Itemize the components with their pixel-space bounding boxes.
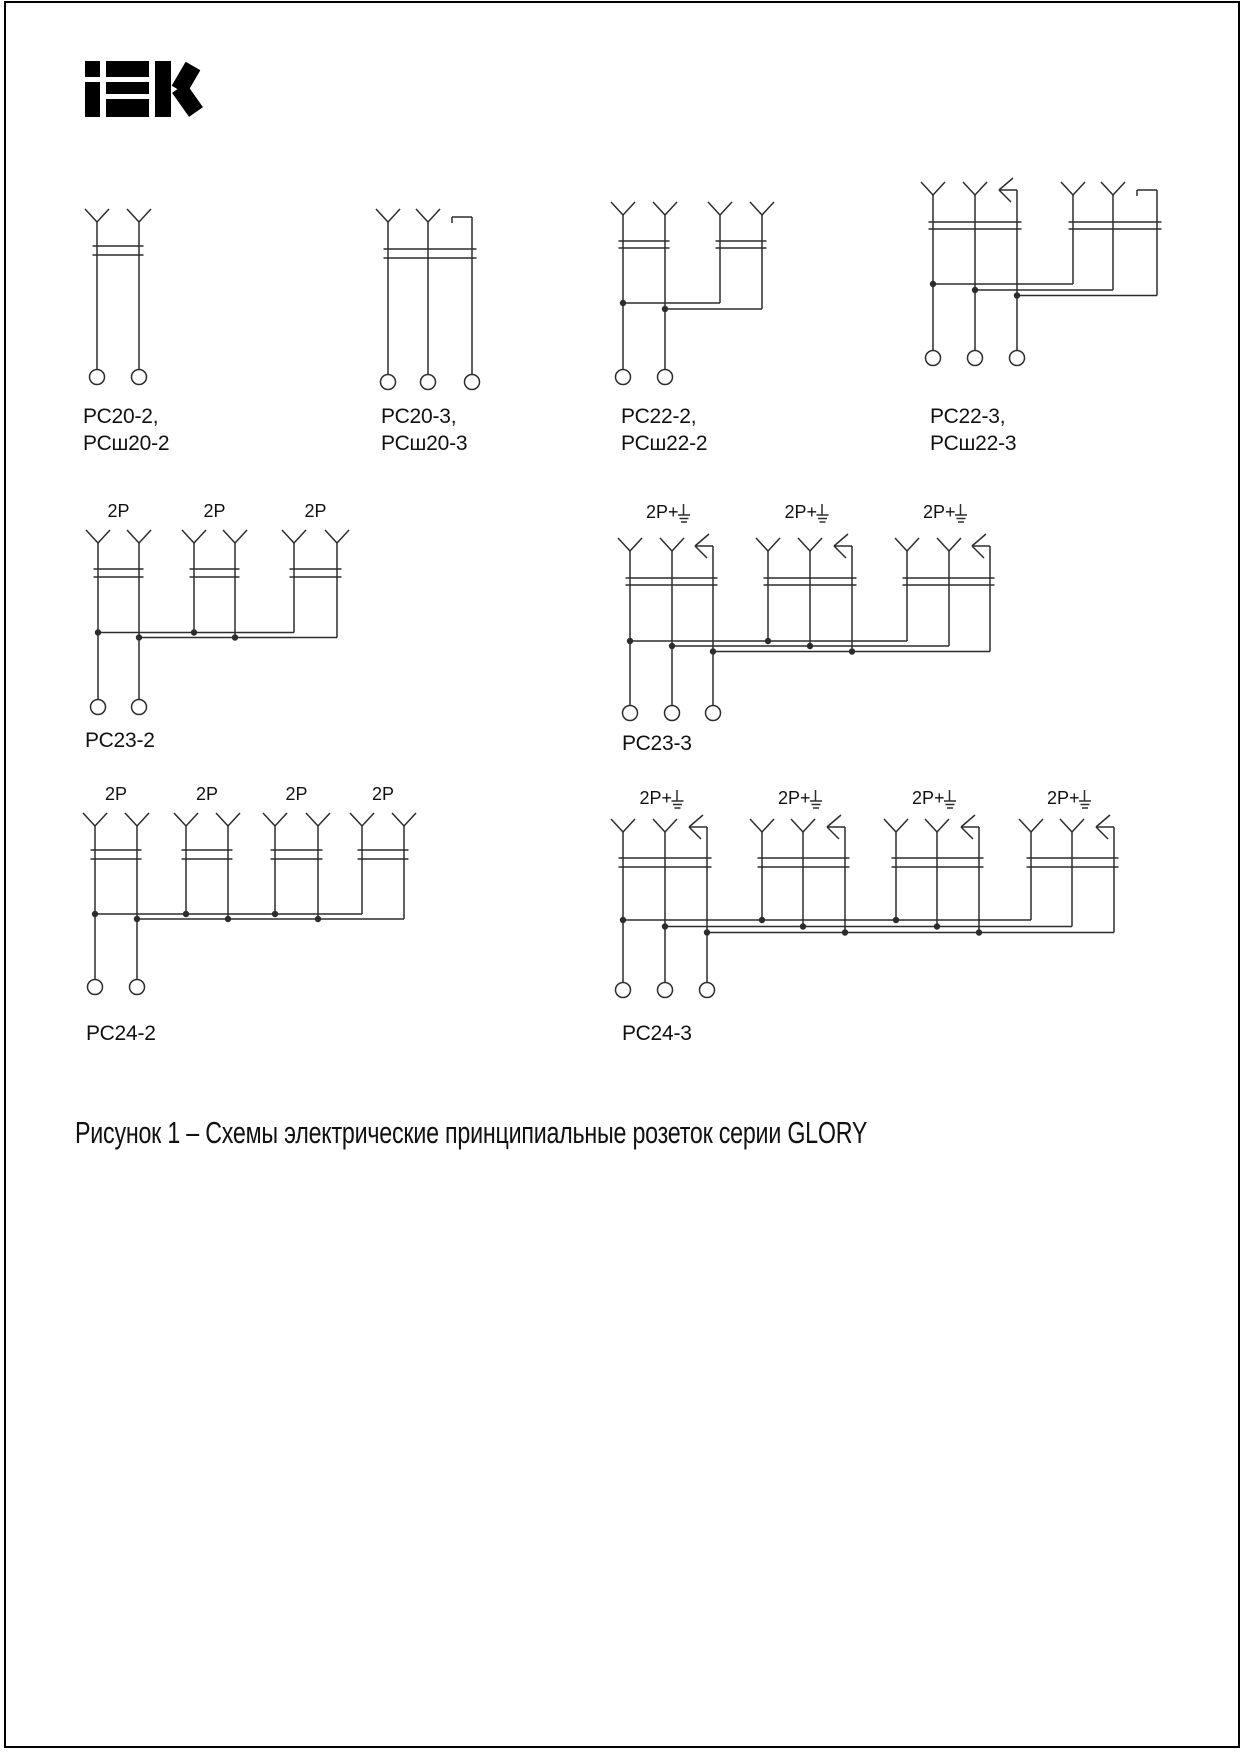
fork-contact-icon xyxy=(376,209,388,222)
fork-contact-icon xyxy=(127,209,139,222)
pe-arrow-icon xyxy=(834,534,848,546)
fork-contact-icon xyxy=(623,819,635,832)
terminal-circle xyxy=(700,983,715,998)
fork-contact-icon xyxy=(404,813,416,826)
terminal-circle xyxy=(616,370,631,385)
group-label-2p: 2Р xyxy=(104,784,128,804)
fork-contact-icon xyxy=(750,202,762,215)
diagram-ps24-3 xyxy=(611,788,1119,998)
pe-arrow-icon xyxy=(1096,815,1110,827)
terminal-circle xyxy=(132,700,147,715)
pe-arrow-icon xyxy=(689,815,703,827)
fork-contact-icon xyxy=(194,530,206,543)
fork-contact-icon xyxy=(1031,819,1043,832)
diagram-label-line: РСш22-2 xyxy=(621,432,708,455)
fork-contact-icon xyxy=(86,530,98,543)
diagram-label-ps23-3 xyxy=(622,730,692,757)
diagram-label-line: РС20-2, xyxy=(83,405,159,428)
fork-contact-icon xyxy=(937,538,949,551)
pe-arrow-icon xyxy=(961,815,975,827)
fork-contact-icon xyxy=(762,819,774,832)
fork-contact-icon xyxy=(907,538,919,551)
diagram-label-ps24-3 xyxy=(622,1020,692,1047)
fork-contact-icon xyxy=(235,530,247,543)
pe-arrow-icon xyxy=(695,534,709,546)
fork-contact-icon xyxy=(325,530,337,543)
fork-contact-icon xyxy=(1061,182,1073,195)
group-label-2pe: 2Р+ xyxy=(922,502,956,522)
pe-arrow-icon xyxy=(961,827,973,839)
pe-arrow-icon xyxy=(999,178,1013,190)
fork-contact-icon xyxy=(139,530,151,543)
diagram-ps23-2 xyxy=(86,501,349,715)
fork-contact-icon xyxy=(1113,182,1125,195)
fork-contact-icon xyxy=(318,813,330,826)
group-label-2p: 2Р xyxy=(107,501,130,521)
fork-contact-icon xyxy=(263,813,275,826)
fork-contact-icon xyxy=(803,819,815,832)
terminal-circle xyxy=(91,700,106,715)
terminal-circle xyxy=(421,375,436,390)
fork-contact-icon xyxy=(750,819,762,832)
fork-contact-icon xyxy=(362,813,374,826)
group-label-2p: 2Р xyxy=(304,501,327,521)
fork-contact-icon xyxy=(139,209,151,222)
terminal-circle xyxy=(1010,351,1025,366)
diagram-label-line: РСш20-3 xyxy=(381,432,468,455)
fork-contact-icon xyxy=(762,202,774,215)
diagram-label-ps22-3 xyxy=(930,403,1016,457)
fork-contact-icon xyxy=(428,209,440,222)
pe-arrow-icon xyxy=(972,546,984,558)
fork-contact-icon xyxy=(895,538,907,551)
diagram-label-ps20-2 xyxy=(83,403,169,457)
fork-contact-icon xyxy=(708,202,720,215)
fork-contact-icon xyxy=(896,819,908,832)
fork-contact-icon xyxy=(653,819,665,832)
fork-contact-icon xyxy=(1072,819,1084,832)
fork-contact-icon xyxy=(306,813,318,826)
diagram-label-ps24-2 xyxy=(86,1020,156,1047)
fork-contact-icon xyxy=(975,182,987,195)
fork-contact-icon xyxy=(623,202,635,215)
pe-arrow-icon xyxy=(695,546,707,558)
diagram-label-line: РС22-2, xyxy=(621,405,697,428)
fork-contact-icon xyxy=(618,538,630,551)
figure-caption: Рисунок 1 – Схемы электрические принципиальные розеток серии GLORY xyxy=(75,1115,868,1150)
terminal-circle xyxy=(706,706,721,721)
terminal-circle xyxy=(665,706,680,721)
fork-contact-icon xyxy=(1101,182,1113,195)
group-label-2p: 2Р xyxy=(195,784,219,804)
fork-contact-icon xyxy=(1073,182,1085,195)
fork-contact-icon xyxy=(921,182,933,195)
fork-contact-icon xyxy=(294,530,306,543)
pe-arrow-icon xyxy=(827,815,841,827)
fork-contact-icon xyxy=(798,538,810,551)
fork-contact-icon xyxy=(665,202,677,215)
diagram-label-ps20-3 xyxy=(381,403,467,457)
pe-arrow-icon xyxy=(999,190,1011,202)
diagram-label-line: РС23-3 xyxy=(622,732,692,755)
pe-arrow-icon xyxy=(689,827,701,839)
fork-contact-icon xyxy=(216,813,228,826)
terminal-circle xyxy=(623,706,638,721)
group-label-2pe: 2Р+ xyxy=(777,788,811,808)
fork-contact-icon xyxy=(756,538,768,551)
group-label-2pe: 2Р+ xyxy=(1046,788,1080,808)
fork-contact-icon xyxy=(665,819,677,832)
fork-contact-icon xyxy=(791,819,803,832)
fork-contact-icon xyxy=(186,813,198,826)
pe-arrow-icon xyxy=(827,827,839,839)
fork-contact-icon xyxy=(83,813,95,826)
fork-contact-icon xyxy=(933,182,945,195)
fork-contact-icon xyxy=(963,182,975,195)
fork-contact-icon xyxy=(137,813,149,826)
fork-contact-icon xyxy=(182,530,194,543)
fork-contact-icon xyxy=(350,813,362,826)
diagram-label-ps23-2 xyxy=(85,727,155,754)
fork-contact-icon xyxy=(125,813,137,826)
fork-contact-icon xyxy=(611,202,623,215)
fork-contact-icon xyxy=(653,202,665,215)
fork-contact-icon xyxy=(720,202,732,215)
fork-contact-icon xyxy=(282,530,294,543)
diagram-label-line: РСш22-3 xyxy=(930,432,1017,455)
fork-contact-icon xyxy=(810,538,822,551)
fork-contact-icon xyxy=(416,209,428,222)
fork-contact-icon xyxy=(127,530,139,543)
diagram-ps22-3 xyxy=(921,178,1162,366)
diagram-label-line: РС24-3 xyxy=(622,1022,692,1045)
pe-arrow-icon xyxy=(1096,827,1108,839)
fork-contact-icon xyxy=(388,209,400,222)
group-label-2pe: 2Р+ xyxy=(639,788,672,808)
fork-contact-icon xyxy=(85,209,97,222)
fork-contact-icon xyxy=(660,538,672,551)
fork-contact-icon xyxy=(98,530,110,543)
fork-contact-icon xyxy=(1060,819,1072,832)
group-label-2pe: 2Р+ xyxy=(645,502,679,522)
terminal-circle xyxy=(381,375,396,390)
fork-contact-icon xyxy=(95,813,107,826)
fork-contact-icon xyxy=(884,819,896,832)
fork-contact-icon xyxy=(949,538,961,551)
terminal-circle xyxy=(88,980,103,995)
terminal-circle xyxy=(132,370,147,385)
diagram-ps24-2 xyxy=(83,784,416,995)
diagram-label-line: РС20-3, xyxy=(381,405,457,428)
terminal-circle xyxy=(926,351,941,366)
diagram-label-line: РС23-2 xyxy=(85,729,155,752)
diagram-label-line: РС24-2 xyxy=(86,1022,156,1045)
terminal-circle xyxy=(968,351,983,366)
terminal-circle xyxy=(616,983,631,998)
diagram-label-line: РС22-3, xyxy=(930,405,1006,428)
group-label-2pe: 2Р+ xyxy=(784,502,817,522)
fork-contact-icon xyxy=(768,538,780,551)
fork-contact-icon xyxy=(937,819,949,832)
fork-contact-icon xyxy=(1019,819,1031,832)
terminal-circle xyxy=(465,375,480,390)
diagram-ps20-3 xyxy=(376,209,480,390)
fork-contact-icon xyxy=(925,819,937,832)
fork-contact-icon xyxy=(223,530,235,543)
fork-contact-icon xyxy=(337,530,349,543)
diagram-ps22-2 xyxy=(611,202,774,385)
group-label-2p: 2Р xyxy=(371,784,395,804)
terminal-circle xyxy=(90,370,105,385)
group-label-2p: 2Р xyxy=(285,784,308,804)
group-label-2p: 2Р xyxy=(203,501,226,521)
pe-arrow-icon xyxy=(972,534,986,546)
fork-contact-icon xyxy=(275,813,287,826)
terminal-circle xyxy=(658,370,673,385)
fork-contact-icon xyxy=(228,813,240,826)
fork-contact-icon xyxy=(611,819,623,832)
fork-contact-icon xyxy=(97,209,109,222)
fork-contact-icon xyxy=(672,538,684,551)
terminal-circle xyxy=(130,980,145,995)
fork-contact-icon xyxy=(630,538,642,551)
diagram-ps23-3 xyxy=(618,502,995,721)
diagram-label-ps22-2 xyxy=(621,403,707,457)
group-label-2pe: 2Р+ xyxy=(911,788,945,808)
fork-contact-icon xyxy=(392,813,404,826)
fork-contact-icon xyxy=(174,813,186,826)
pe-arrow-icon xyxy=(834,546,846,558)
diagram-label-line: РСш20-2 xyxy=(83,432,170,455)
terminal-circle xyxy=(658,983,673,998)
diagram-ps20-2 xyxy=(85,209,151,385)
